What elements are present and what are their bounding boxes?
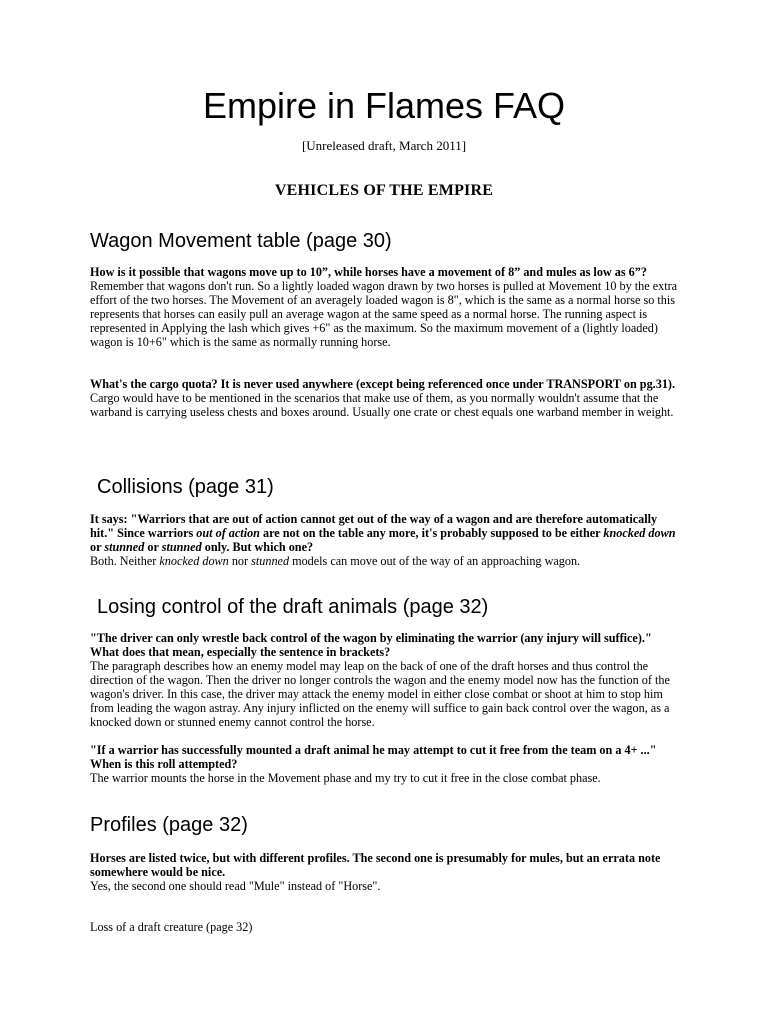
trailing-heading: Loss of a draft creature (page 32) xyxy=(90,920,253,934)
faq-answer: The paragraph describes how an enemy model may leap on the back of one of the draft horses and thus control the direction of the wagon. Then the driver no longer controls the wagon and the enemy model now has the function of the wagon's driver. In this case, the driver may attack the enemy model in either close combat or shoot at him to stop him from leading the wagon astray. Any injury inflicted on the enemy will suffice to gain back control over the wagon, as a knocked down or stunned enemy cannot control the horse. xyxy=(90,659,670,729)
faq-question: What's the cargo quota? It is never used anywhere (except being referenced once under TRANSPORT on pg.31). xyxy=(90,377,676,391)
faq-question: How is it possible that wagons move up to 10”, while horses have a movement of 8” and mules as low as 6”? xyxy=(90,265,647,279)
faq-answer: Both. Neither knocked down nor stunned models can move out of the way of an approaching wagon. xyxy=(90,554,581,568)
heading-collisions: Collisions (page 31) xyxy=(97,476,274,498)
faq-item xyxy=(90,265,680,349)
faq-item xyxy=(90,631,680,729)
faq-answer: Remember that wagons don't run. So a lightly loaded wagon drawn by two horses is pulled at Movement 10 by the extra effort of the two horses. The Movement of an averagely loaded wagon is 8", which is the same as a normal horse so this represents that horses can easily pull an average wagon at the same speed as a normal horse. The running aspect is represented in Applying the lash which gives +6" as the maximum. So the maximum movement of a (lightly loaded) wagon is 10+6" which is the same as normally running horse. xyxy=(90,279,678,349)
faq-item xyxy=(90,743,680,785)
document-title: Empire in Flames FAQ xyxy=(202,85,566,126)
faq-answer: The warrior mounts the horse in the Movement phase and my try to cut it free in the close combat phase. xyxy=(90,771,601,785)
faq-item xyxy=(90,377,680,419)
heading-wagon-movement: Wagon Movement table (page 30) xyxy=(90,230,392,252)
heading-profiles: Profiles (page 32) xyxy=(90,814,248,836)
faq-answer: Yes, the second one should read "Mule" instead of "Horse". xyxy=(90,879,381,893)
faq-answer: Cargo would have to be mentioned in the scenarios that make use of them, as you normally wouldn't assume that the warband is carrying useless chests and boxes around. Usually one crate or chest equals one warband member in weight. xyxy=(90,391,674,419)
faq-question: "If a warrior has successfully mounted a draft animal he may attempt to cut it free from the team on a 4+ ..." When is this roll attempted? xyxy=(90,743,657,771)
document-subtitle: [Unreleased draft, March 2011] xyxy=(301,138,467,153)
faq-question: Horses are listed twice, but with different profiles. The second one is presumably for mules, but an errata note somewhere would be nice. xyxy=(90,851,661,879)
section-title: VEHICLES OF THE EMPIRE xyxy=(274,182,494,199)
faq-item xyxy=(90,512,680,568)
faq-question: It says: "Warriors that are out of action cannot get out of the way of a wagon and are therefore automatically hit." Since warriors out of action are not on the table any more, it's probably supposed to be either knocked down or stunned or stunned only. But which one? xyxy=(90,512,676,554)
faq-item xyxy=(90,851,680,893)
faq-question: "The driver can only wrestle back control of the wagon by eliminating the warrior (any injury will suffice)." What does that mean, especially the sentence in brackets? xyxy=(90,631,652,659)
heading-losing-control: Losing control of the draft animals (page 32) xyxy=(97,596,489,618)
